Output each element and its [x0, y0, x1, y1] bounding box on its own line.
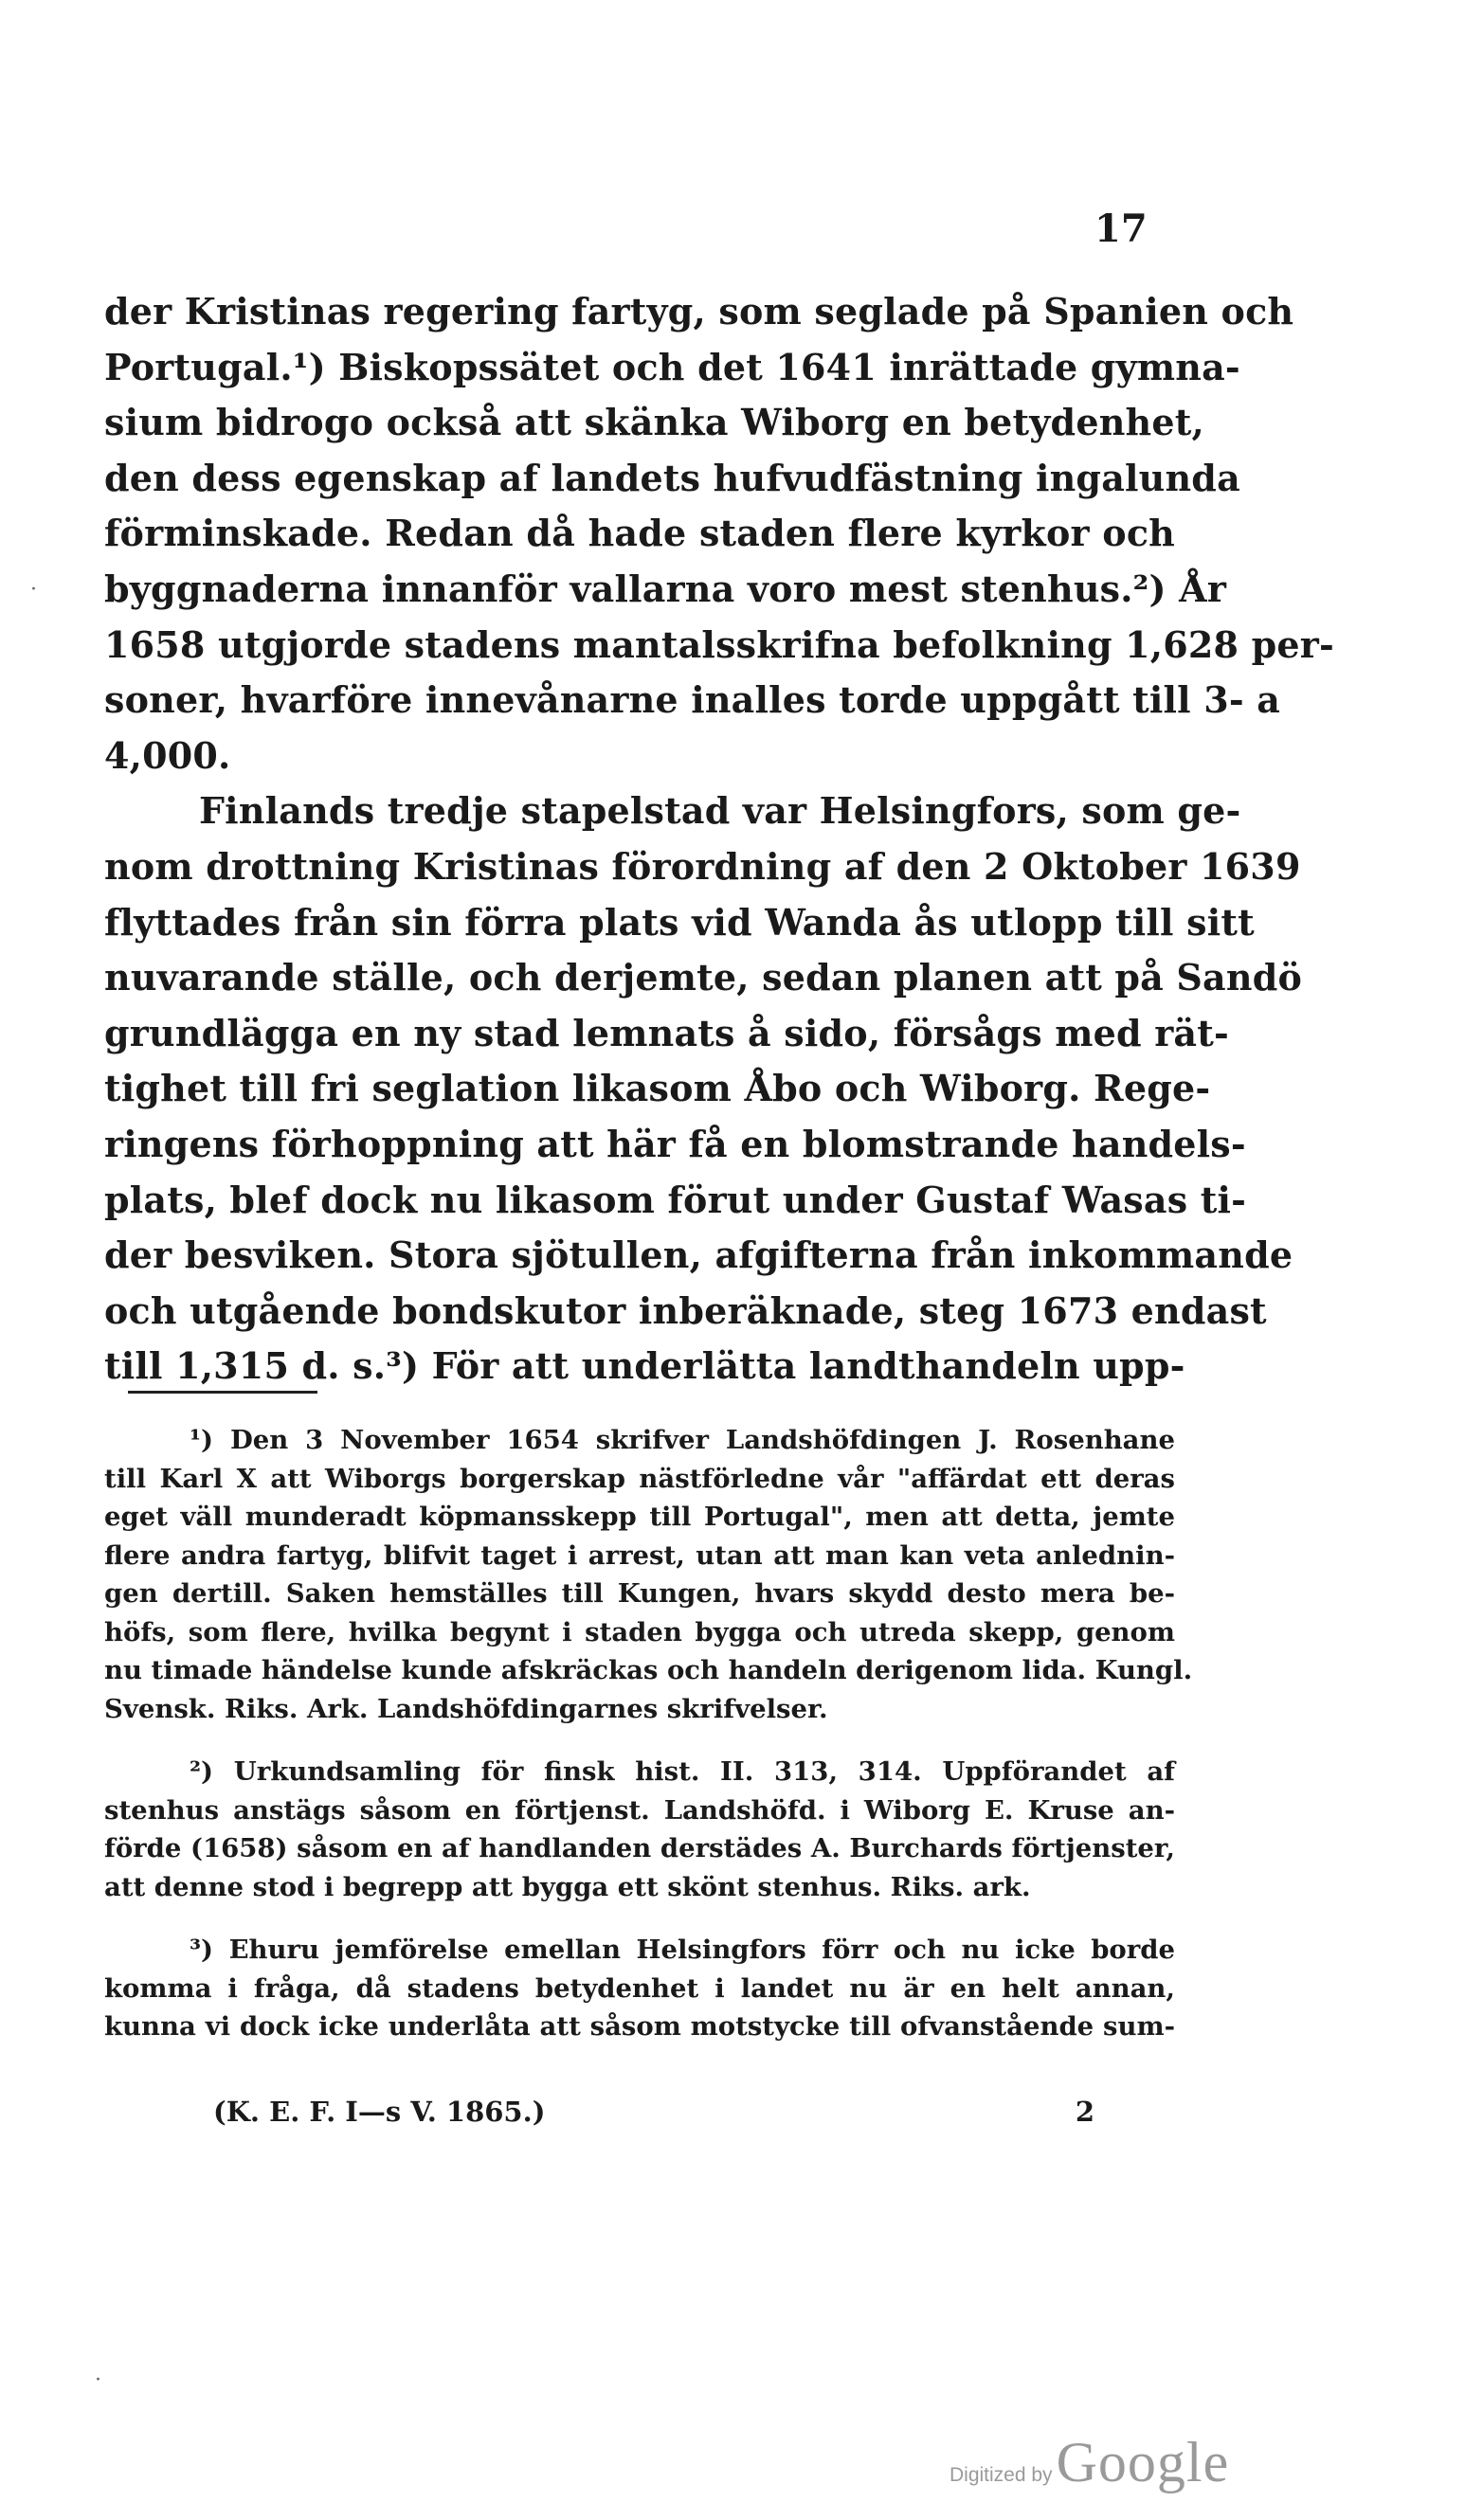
footnote-line: gen dertill. Saken hemställes till Kungen, hvars skydd desto mera be- — [104, 1578, 1175, 1609]
text-line: der Kristinas regering fartyg, som seglade på Spanien och — [104, 290, 1294, 333]
digitized-by-label: Digitized by — [950, 2464, 1053, 2486]
footnote-line: höfs, som flere, hvilka begynt i staden bygga och utreda skepp, genom — [104, 1616, 1175, 1647]
text-line: sium bidrogo också att skänka Wiborg en betydenhet, — [104, 401, 1204, 444]
text-line: 4,000. — [104, 733, 231, 777]
footnote-1 — [104, 1421, 1193, 1728]
footnote-line: ³) Ehuru jemförelse emellan Helsingfors förr och nu icke borde — [190, 1935, 1175, 1965]
text-line: Portugal.¹) Biskopssätet och det 1641 inrättade gymna- — [104, 345, 1240, 388]
footnote-line: komma i fråga, då stadens betydenhet i landet nu är en helt annan, — [104, 1972, 1175, 2004]
text-line: förminskade. Redan då hade staden flere kyrkor och — [104, 512, 1175, 555]
text-line: plats, blef dock nu likasom förut under Gustaf Wasas ti- — [104, 1178, 1247, 1221]
footnote-divider — [128, 1391, 317, 1394]
margin-speck: · — [95, 2368, 101, 2392]
footnote-line: ²) Urkundsamling för finsk hist. II. 313, 314. Uppförandet af — [190, 1756, 1175, 1787]
text-line: 1658 utgjorde stadens mantalsskrifna befolkning 1,628 per- — [104, 622, 1334, 666]
text-line: grundlägga en ny stad lemnats å sido, försågs med rät- — [104, 1011, 1229, 1054]
footnote-line: kunna vi dock icke underlåta att såsom motstycke till ofvanstående sum- — [104, 2011, 1175, 2042]
footnote-line: till Karl X att Wiborgs borgerskap nästförledne vår "affärdat ett deras — [104, 1463, 1175, 1494]
main-text-block — [104, 284, 1334, 1395]
text-line: nuvarande ställe, och derjemte, sedan planen att på Sandö — [104, 956, 1303, 999]
margin-speck: · — [30, 578, 37, 602]
text-line: byggnaderna innanför vallarna voro mest stenhus.²) År — [104, 567, 1227, 610]
text-line: flyttades från sin förra plats vid Wanda ås utlopp till sitt — [104, 900, 1255, 944]
text-line: nom drottning Kristinas förordning af den 2 Oktober 1639 — [104, 844, 1301, 888]
footnotes — [104, 1421, 1193, 2071]
footnote-3 — [104, 1931, 1175, 2046]
paragraph-start-line: Finlands tredje stapelstad var Helsingfors, som ge- — [199, 789, 1241, 833]
footnote-line: ¹) Den 3 November 1654 skrifver Landshöfdingen J. Rosenhane — [190, 1425, 1175, 1455]
signature-line: (K. E. F. I—s V. 1865.) — [213, 2096, 546, 2128]
text-line: den dess egenskap af landets hufvudfästning ingalunda — [104, 456, 1240, 499]
footnote-line: Svensk. Riks. Ark. Landshöfdingarnes skrifvelser. — [104, 1693, 828, 1724]
page-number: 17 — [1094, 207, 1148, 251]
footnote-line: förde (1658) såsom en af handlanden derstädes A. Burchards förtjenster, — [104, 1833, 1175, 1863]
google-watermark — [950, 2430, 1229, 2495]
text-line: och utgående bondskutor inberäknade, steg 1673 endast — [104, 1288, 1267, 1332]
footnote-line: flere andra fartyg, blifvit taget i arrest, utan att man kan veta anlednin- — [104, 1539, 1175, 1571]
text-line: tighet till fri seglation likasom Åbo och Wiborg. Rege- — [104, 1067, 1211, 1110]
text-line: der besviken. Stora sjötullen, afgifterna från inkommande — [104, 1233, 1293, 1277]
signature-mark: 2 — [1075, 2096, 1094, 2128]
text-line: ringens förhoppning att här få en blomstrande handels- — [104, 1122, 1246, 1165]
footnote-line: nu timade händelse kunde afskräckas och handeln derigenom lida. Kungl. — [104, 1655, 1193, 1685]
google-logo: Google — [1056, 2431, 1230, 2493]
footnote-2 — [104, 1753, 1175, 1906]
footnote-line: eget väll munderadt köpmansskepp till Portugal", men att detta, jemte — [104, 1502, 1175, 1532]
text-line: till 1,315 d. s.³) För att underlätta landthandeln upp- — [104, 1344, 1185, 1388]
signature-footer — [213, 2096, 1094, 2128]
footnote-line: att denne stod i begrepp att bygga ett skönt stenhus. Riks. ark. — [104, 1871, 1031, 1902]
text-line: soner, hvarföre innevånarne inalles torde uppgått till 3- a — [104, 678, 1281, 722]
footnote-line: stenhus anstägs såsom en förtjenst. Landshöfd. i Wiborg E. Kruse an- — [104, 1794, 1175, 1826]
